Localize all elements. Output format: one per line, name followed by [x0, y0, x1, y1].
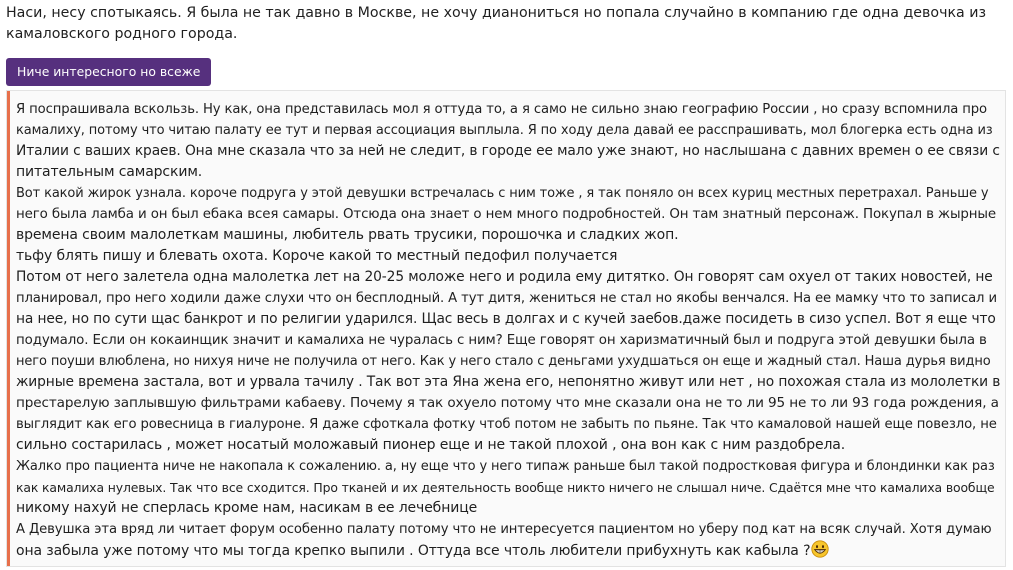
- spoiler-line: Потом от него залетела одна малолетка лет на 20-25 моложе него и родила ему дитятко. Он говорят сам охуел от таких новостей, не: [16, 269, 993, 285]
- spoiler-line: выглядит как его ровесница в гиалуроне. Я даже сфоткала фотку чтоб потом не забыть по пьяне. Так что камаловой нашей еще повезло, не: [16, 417, 997, 432]
- spoiler-line: никому нахуй не сперлась кроме нам, насикам в ее лечебнице: [16, 500, 478, 516]
- spoiler-line: А Девушка эта вряд ли читает форум особенно палату потому что не интересуется пациентом но уберу под кат на всяк случай. Хотя думаю: [16, 522, 992, 537]
- spoiler-line: него была ламба и он был ебака всея самары. Отсюда она знает о нем много подробностей. Он там знатный персонаж. Покупал в жырные: [16, 207, 996, 222]
- spoiler-line: как камалиха нулевых. Так что все сходится. Про тканей и их деятельность вообще никто ничего не слышал ниче. Сдаётся мне что камалиха вообще: [16, 480, 995, 495]
- spoiler-accent-bar: [7, 91, 10, 566]
- spoiler-line: тьфу блять пишу и блевать охота. Короче какой то местный педофил получается: [16, 248, 618, 264]
- spoiler-line: него поуши влюблена, но нихуя ниче не получила от него. Как у него стало с деньгами ухудшаться он еще и жадный стал. Наша дурья видно: [16, 354, 991, 369]
- spoiler-line: планировал, про него ходили даже слухи что он бесплодный. А тут дитя, жениться не стал но якобы венчался. На ее мамку что то записал и: [16, 291, 997, 306]
- spoiler-toggle-button[interactable]: Ниче интересного но всеже: [6, 58, 211, 86]
- spoiler-line: сильно состарилась , может носатый моложавый пионер еще и не такой плохой , она вон как с ним раздобрела.: [16, 437, 846, 453]
- spoiler-last-line: [16, 540, 1001, 565]
- post-intro-text: Наси, несу спотыкаясь. Я была не так давно в Москве, не хочу дианониться но попала случайно в компанию где одна девочка из камаловского родного города.: [6, 5, 986, 42]
- grinning-face-icon: [811, 540, 829, 565]
- spoiler-line: жирные времена застала, вот и урвала тачилу . Так вот эта Яна жена его, непонятно живут или нет , но похожая стала из мололетки в: [16, 374, 1001, 390]
- spoiler-line: Вот какой жирок узнала. короче подруга у этой девушки встречалась с ним тоже , я так поняло он всех куриц местных перетрахал. Раньше у: [16, 186, 989, 201]
- spoiler-text: [16, 99, 1001, 565]
- spoiler-content: [6, 90, 1006, 567]
- spoiler-line: подумало. Если он кокаинщик значит и камалиха не чуралась с ним? Еще говорят он харизматичный был и подруга этой девушки была в: [16, 333, 987, 348]
- spoiler-line: питательным самарским.: [16, 164, 203, 180]
- spoiler-line: времена своим малолеткам машины, любитель рвать трусики, порошочка и сладких жоп.: [16, 227, 679, 243]
- spoiler-line: Я поспрашивала вскользь. Ну как, она представилась мол я оттуда то, а я само не сильно знаю географию России , но сразу вспомнила про: [16, 102, 987, 117]
- spoiler-line-text: она забыла уже потому что мы тогда крепко выпили . Оттуда все чтоль любители прибухнуть как кабыла ?: [16, 543, 811, 559]
- spoiler-line: Италии с ваших краев. Она мне сказала что за ней не следит, в городе ее мало уже знают, но наслышана с давних времен о ее связи с: [16, 143, 1000, 159]
- spoiler-line: на нее, но по сути щас банкрот и по религии ударился. Щас весь в долгах и с кучей заебов.даже посидеть в сизо успел. Вот я еще что: [16, 311, 996, 327]
- spoiler-line: Жалко про пациента ниче не накопала к сожалению. а, ну еще что у него типаж раньше был такой подростковая фигура и блондинки как раз: [16, 459, 995, 474]
- spoiler-line: камалиху, потому что читаю палату ее тут и первая ассоциация выплыла. Я по ходу дела давай ее расспрашивать, мол блогерка есть одна из: [16, 123, 993, 138]
- spoiler-line: престарелую заплывшую фильтрами кабаеву. Почему я так охуело потому что мне сказали она не то ли 95 не то ли 93 года рождения, а: [16, 395, 999, 411]
